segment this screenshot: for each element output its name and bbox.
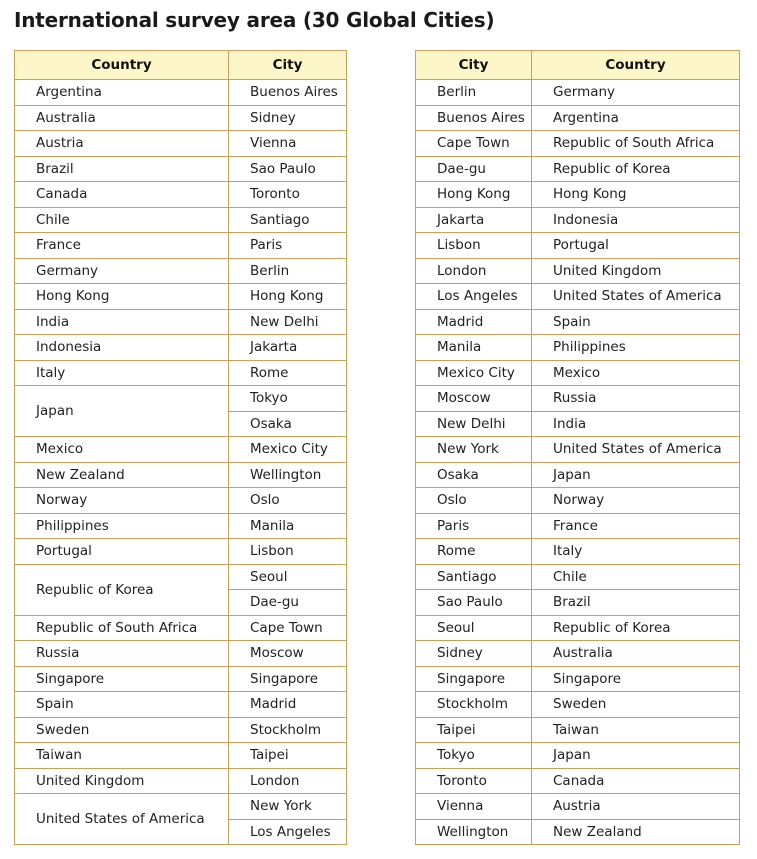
city-cell: Dae-gu: [229, 590, 347, 616]
country-cell: Argentina: [532, 105, 740, 131]
city-cell: New York: [229, 794, 347, 820]
city-cell: New Delhi: [416, 411, 532, 437]
city-cell: Oslo: [229, 488, 347, 514]
city-cell: Madrid: [416, 309, 532, 335]
city-cell: Seoul: [229, 564, 347, 590]
country-cell: France: [532, 513, 740, 539]
city-country-body: [416, 80, 740, 845]
table-row: [416, 717, 740, 743]
country-cell: India: [15, 309, 229, 335]
table-row: [15, 309, 347, 335]
city-cell: Manila: [229, 513, 347, 539]
table-row: [15, 437, 347, 463]
country-cell: United States of America: [532, 284, 740, 310]
table-row: [416, 182, 740, 208]
table-row: [416, 539, 740, 565]
city-cell: Osaka: [229, 411, 347, 437]
table-row: [416, 386, 740, 412]
city-cell: Stockholm: [229, 717, 347, 743]
table-row: [15, 80, 347, 106]
table-row: [15, 768, 347, 794]
table-row: [416, 284, 740, 310]
page-title: International survey area (30 Global Cities): [14, 8, 495, 32]
table-row: [416, 590, 740, 616]
city-cell: London: [229, 768, 347, 794]
country-city-table: [14, 50, 347, 845]
city-cell: Santiago: [416, 564, 532, 590]
country-cell: Taiwan: [532, 717, 740, 743]
table-row: [15, 207, 347, 233]
city-cell: Rome: [229, 360, 347, 386]
country-cell: Norway: [532, 488, 740, 514]
country-cell: Australia: [532, 641, 740, 667]
city-cell: Vienna: [416, 794, 532, 820]
table-row: [15, 488, 347, 514]
country-cell: United Kingdom: [15, 768, 229, 794]
table-row: [416, 156, 740, 182]
city-cell: Tokyo: [229, 386, 347, 412]
table-row: [416, 641, 740, 667]
table-row: [416, 105, 740, 131]
city-cell: Stockholm: [416, 692, 532, 718]
city-cell: Los Angeles: [229, 819, 347, 845]
table-row: [416, 615, 740, 641]
table-row: [416, 131, 740, 157]
country-cell: Portugal: [15, 539, 229, 565]
table-row: [15, 641, 347, 667]
table-row: [15, 743, 347, 769]
city-cell: Berlin: [229, 258, 347, 284]
table-row: [416, 743, 740, 769]
city-cell: Tokyo: [416, 743, 532, 769]
city-cell: London: [416, 258, 532, 284]
country-cell: Australia: [15, 105, 229, 131]
table-row: [416, 233, 740, 259]
header-country: Country: [532, 51, 740, 80]
country-cell: Sweden: [532, 692, 740, 718]
table-row: [15, 666, 347, 692]
country-cell: Republic of Korea: [532, 156, 740, 182]
city-cell: Cape Town: [229, 615, 347, 641]
country-cell: Japan: [15, 386, 229, 437]
header-row: [15, 51, 347, 80]
city-cell: Rome: [416, 539, 532, 565]
city-cell: Toronto: [416, 768, 532, 794]
city-cell: Sidney: [416, 641, 532, 667]
city-cell: Sao Paulo: [416, 590, 532, 616]
table-row: [15, 335, 347, 361]
country-cell: Italy: [532, 539, 740, 565]
city-cell: Seoul: [416, 615, 532, 641]
city-cell: New Delhi: [229, 309, 347, 335]
city-cell: Dae-gu: [416, 156, 532, 182]
table-row: [416, 411, 740, 437]
country-cell: New Zealand: [15, 462, 229, 488]
city-country-table: [415, 50, 740, 845]
country-cell: Russia: [532, 386, 740, 412]
city-cell: Cape Town: [416, 131, 532, 157]
country-cell: Singapore: [532, 666, 740, 692]
city-cell: Osaka: [416, 462, 532, 488]
table-row: [15, 182, 347, 208]
table-row: [416, 309, 740, 335]
table-row: [416, 666, 740, 692]
country-cell: Germany: [532, 80, 740, 106]
country-cell: United States of America: [532, 437, 740, 463]
header-row: [416, 51, 740, 80]
country-cell: Republic of South Africa: [532, 131, 740, 157]
table-row: [416, 437, 740, 463]
city-cell: Taipei: [229, 743, 347, 769]
country-cell: Spain: [15, 692, 229, 718]
city-cell: Lisbon: [229, 539, 347, 565]
country-cell: Austria: [15, 131, 229, 157]
city-cell: Sao Paulo: [229, 156, 347, 182]
country-cell: New Zealand: [532, 819, 740, 845]
city-cell: Jakarta: [229, 335, 347, 361]
country-cell: Republic of Korea: [532, 615, 740, 641]
country-cell: India: [532, 411, 740, 437]
country-cell: Hong Kong: [532, 182, 740, 208]
table-row: [416, 462, 740, 488]
table-row: [15, 105, 347, 131]
country-cell: Singapore: [15, 666, 229, 692]
city-cell: Buenos Aires: [416, 105, 532, 131]
country-cell: Sweden: [15, 717, 229, 743]
header-city: City: [416, 51, 532, 80]
city-cell: Los Angeles: [416, 284, 532, 310]
table-row: [15, 233, 347, 259]
city-cell: Singapore: [229, 666, 347, 692]
country-cell: Indonesia: [15, 335, 229, 361]
table-row: [416, 819, 740, 845]
country-cell: Canada: [15, 182, 229, 208]
country-cell: Japan: [532, 743, 740, 769]
table-row: [416, 513, 740, 539]
city-cell: Madrid: [229, 692, 347, 718]
table-row: [15, 539, 347, 565]
table-row: [15, 513, 347, 539]
table-row: [416, 768, 740, 794]
country-cell: Chile: [532, 564, 740, 590]
country-cell: United States of America: [15, 794, 229, 845]
city-cell: Taipei: [416, 717, 532, 743]
country-cell: Brazil: [15, 156, 229, 182]
table-row: [416, 80, 740, 106]
city-cell: Berlin: [416, 80, 532, 106]
table-row: [15, 284, 347, 310]
country-cell: Russia: [15, 641, 229, 667]
city-cell: Mexico City: [229, 437, 347, 463]
city-cell: Paris: [229, 233, 347, 259]
country-cell: Austria: [532, 794, 740, 820]
table-row: [416, 794, 740, 820]
city-cell: Jakarta: [416, 207, 532, 233]
city-cell: Mexico City: [416, 360, 532, 386]
country-cell: France: [15, 233, 229, 259]
table-row: [416, 207, 740, 233]
city-cell: Lisbon: [416, 233, 532, 259]
table-row: [15, 156, 347, 182]
table-row: [416, 488, 740, 514]
city-cell: Buenos Aires: [229, 80, 347, 106]
country-cell: Mexico: [15, 437, 229, 463]
city-cell: Vienna: [229, 131, 347, 157]
header-country: Country: [15, 51, 229, 80]
city-cell: Oslo: [416, 488, 532, 514]
table-row: [15, 386, 347, 412]
table-row: [15, 692, 347, 718]
country-cell: Germany: [15, 258, 229, 284]
country-cell: Republic of South Africa: [15, 615, 229, 641]
country-cell: Portugal: [532, 233, 740, 259]
city-cell: Moscow: [229, 641, 347, 667]
city-cell: Manila: [416, 335, 532, 361]
country-cell: Indonesia: [532, 207, 740, 233]
country-cell: Republic of Korea: [15, 564, 229, 615]
table-row: [416, 692, 740, 718]
country-city-body: [15, 80, 347, 845]
country-cell: Philippines: [532, 335, 740, 361]
country-cell: Italy: [15, 360, 229, 386]
table-row: [15, 794, 347, 820]
country-cell: United Kingdom: [532, 258, 740, 284]
city-cell: New York: [416, 437, 532, 463]
city-cell: Moscow: [416, 386, 532, 412]
table-row: [15, 564, 347, 590]
table-row: [416, 258, 740, 284]
city-cell: Hong Kong: [416, 182, 532, 208]
header-city: City: [229, 51, 347, 80]
country-cell: Chile: [15, 207, 229, 233]
country-cell: Taiwan: [15, 743, 229, 769]
city-cell: Toronto: [229, 182, 347, 208]
table-row: [15, 360, 347, 386]
country-cell: Argentina: [15, 80, 229, 106]
table-row: [15, 717, 347, 743]
country-cell: Mexico: [532, 360, 740, 386]
country-cell: Spain: [532, 309, 740, 335]
city-cell: Santiago: [229, 207, 347, 233]
country-cell: Norway: [15, 488, 229, 514]
city-cell: Wellington: [229, 462, 347, 488]
city-cell: Paris: [416, 513, 532, 539]
table-row: [416, 564, 740, 590]
table-row: [416, 360, 740, 386]
table-row: [15, 258, 347, 284]
table-row: [15, 615, 347, 641]
city-cell: Sidney: [229, 105, 347, 131]
country-cell: Canada: [532, 768, 740, 794]
country-cell: Philippines: [15, 513, 229, 539]
country-cell: Brazil: [532, 590, 740, 616]
table-row: [416, 335, 740, 361]
city-cell: Singapore: [416, 666, 532, 692]
city-cell: Wellington: [416, 819, 532, 845]
city-cell: Hong Kong: [229, 284, 347, 310]
country-cell: Hong Kong: [15, 284, 229, 310]
table-row: [15, 462, 347, 488]
country-cell: Japan: [532, 462, 740, 488]
table-row: [15, 131, 347, 157]
